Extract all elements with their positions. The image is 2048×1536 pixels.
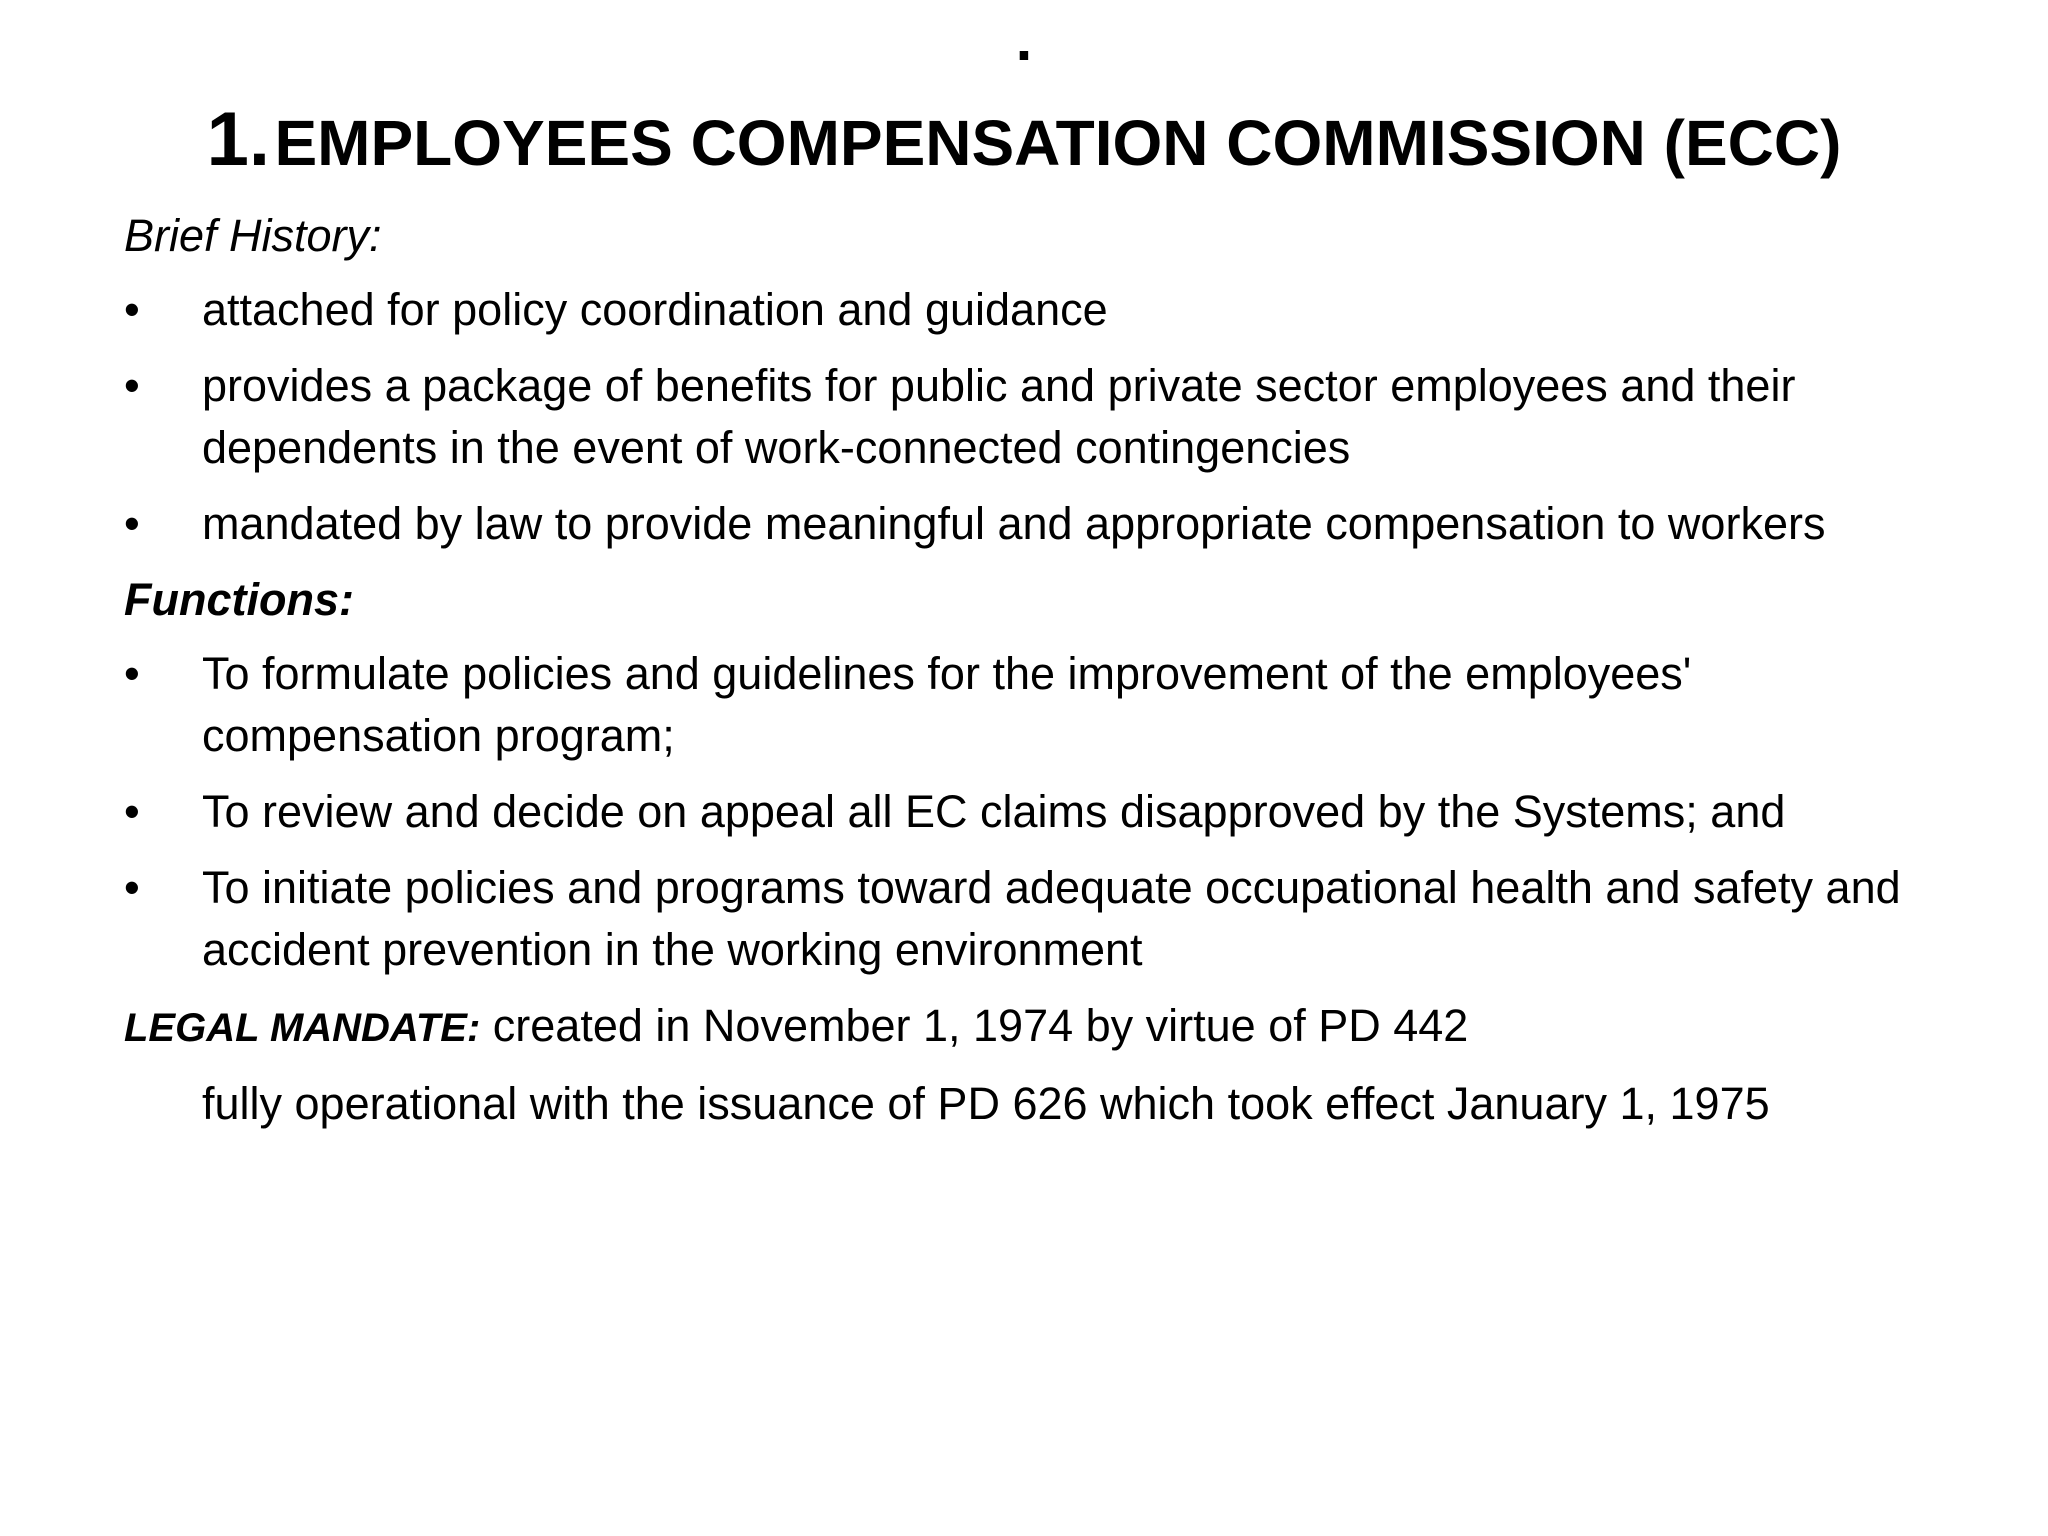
- list-item: [124, 279, 1944, 341]
- list-item: [124, 857, 1944, 981]
- list-item: [124, 781, 1944, 843]
- list-item-text: To review and decide on appeal all EC claims disapproved by the Systems; and: [202, 786, 1786, 837]
- functions-list: [124, 643, 1944, 981]
- functions-heading: Functions:: [124, 574, 354, 625]
- bullet-icon: •: [124, 498, 140, 549]
- top-dot-mark: .: [1015, 6, 1033, 73]
- list-item: [124, 355, 1944, 479]
- list-item-text: attached for policy coordination and guidance: [202, 284, 1108, 335]
- list-item: [124, 493, 1944, 555]
- slide-body: [124, 205, 1944, 1135]
- legal-mandate-text: created in November 1, 1974 by virtue of PD 442: [492, 1000, 1469, 1051]
- bullet-icon: •: [124, 862, 140, 913]
- legal-mandate-label: LEGAL MANDATE:: [124, 1006, 481, 1050]
- list-item-text: To formulate policies and guidelines for the improvement of the employees' compensation program;: [202, 648, 1692, 761]
- brief-history-list: [124, 279, 1944, 555]
- bullet-icon: •: [124, 360, 140, 411]
- brief-history-heading: Brief History:: [124, 210, 382, 261]
- legal-mandate: [124, 995, 1944, 1059]
- title-number: 1.: [206, 97, 271, 182]
- slide-title: [0, 95, 2048, 206]
- list-item: [124, 643, 1944, 767]
- bullet-icon: •: [124, 648, 140, 699]
- bullet-icon: •: [124, 786, 140, 837]
- legal-mandate-note: fully operational with the issuance of PD 626 which took effect January 1, 1975: [202, 1078, 1770, 1129]
- list-item-text: To initiate policies and programs toward adequate occupational health and safety and accident prevention in the working environment: [202, 862, 1901, 975]
- title-text: EMPLOYEES COMPENSATION COMMISSION (ECC): [274, 107, 1842, 179]
- list-item-text: mandated by law to provide meaningful and appropriate compensation to workers: [202, 498, 1826, 549]
- bullet-icon: •: [124, 284, 140, 335]
- list-item-text: provides a package of benefits for public and private sector employees and their dependents in the event of work-connected contingencies: [202, 360, 1796, 473]
